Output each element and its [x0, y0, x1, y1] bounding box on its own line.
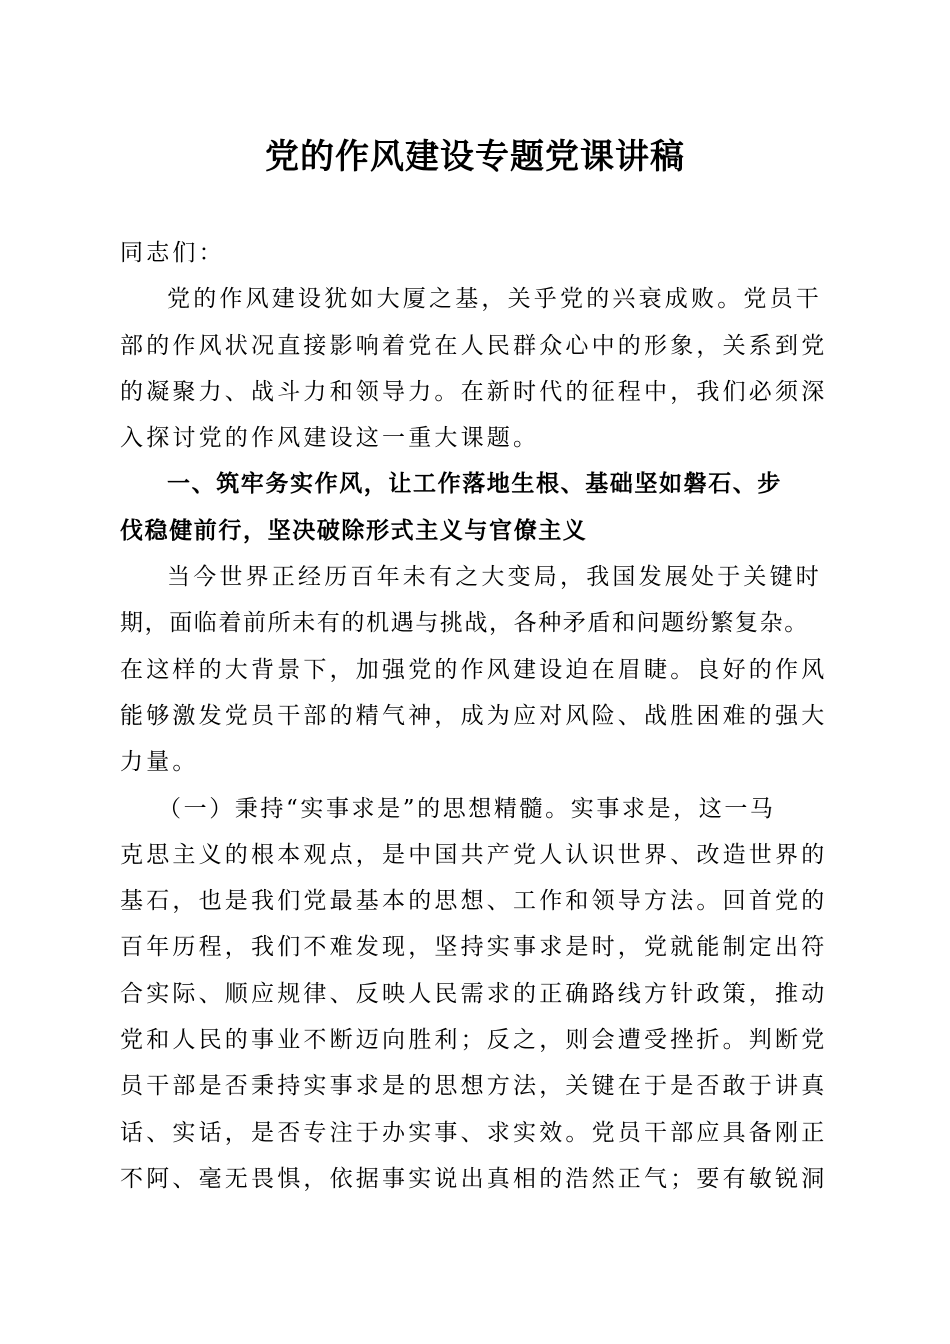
- paragraph-line: 员干部是否秉持实事求是的思想方法，关键在于是否敢于讲真: [120, 1073, 828, 1100]
- paragraph-line: 部的作风状况直接影响着党在人民群众心中的形象，关系到党: [120, 332, 828, 359]
- section-heading-line: 一、筑牢务实作风，让工作落地生根、基础坚如磐石、步: [167, 471, 782, 498]
- document-body: [120, 230, 828, 1202]
- paragraph-line: 的凝聚力、战斗力和领导力。在新时代的征程中，我们必须深: [120, 378, 828, 405]
- paragraph-line: 不阿、毫无畏惧，依据事实说出真相的浩然正气；要有敏锐洞: [120, 1165, 828, 1192]
- paragraph-line: 百年历程，我们不难发现，坚持实事求是时，党就能制定出符: [120, 934, 828, 961]
- paragraph-line: 在这样的大背景下，加强党的作风建设迫在眉睫。良好的作风: [120, 656, 828, 683]
- paragraph-line: 话、实话，是否专注于办实事、求实效。党员干部应具备刚正: [120, 1119, 828, 1146]
- paragraph-line: 党和人民的事业不断迈向胜利；反之，则会遭受挫折。判断党: [120, 1027, 828, 1054]
- document-title: 党的作风建设专题党课讲稿: [265, 137, 685, 177]
- section-heading-line: 伐稳健前行，坚决破除形式主义与官僚主义: [120, 517, 588, 544]
- paragraph-line: 克思主义的根本观点，是中国共产党人认识世界、改造世界的: [120, 841, 828, 868]
- paragraph-line: 当今世界正经历百年未有之大变局，我国发展处于关键时: [167, 564, 822, 591]
- paragraph-line: 党的作风建设犹如大厦之基，关乎党的兴衰成败。党员干: [167, 286, 822, 313]
- subsection-line: （一）秉持“实事求是”的思想精髓。实事求是，这一马: [158, 795, 776, 822]
- paragraph-line: 期，面临着前所未有的机遇与挑战，各种矛盾和问题纷繁复杂。: [120, 610, 809, 637]
- paragraph-line: 能够激发党员干部的精气神，成为应对风险、战胜困难的强大: [120, 702, 828, 729]
- paragraph-line: 基石，也是我们党最基本的思想、工作和领导方法。回首党的: [120, 888, 828, 915]
- salutation: 同志们：: [120, 240, 225, 266]
- paragraph-line: 入探讨党的作风建设这一重大课题。: [120, 425, 540, 452]
- paragraph-line: 合实际、顺应规律、反映人民需求的正确路线方针政策，推动: [120, 980, 828, 1007]
- paragraph-line: 力量。: [120, 749, 199, 776]
